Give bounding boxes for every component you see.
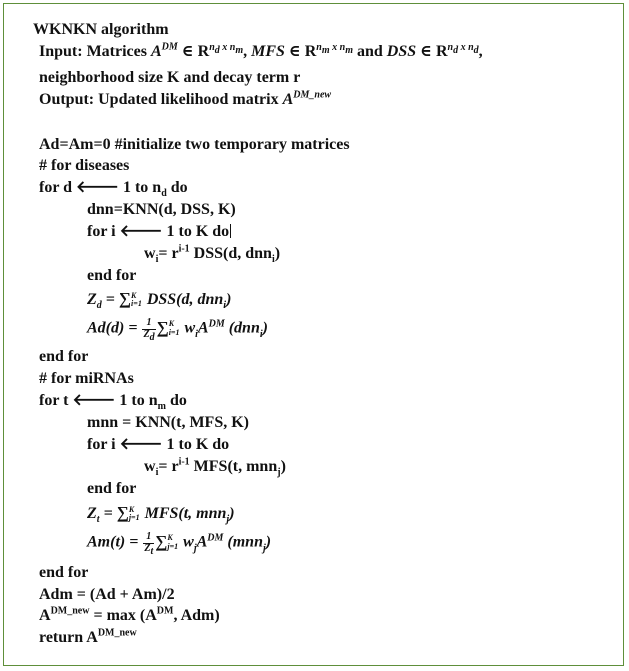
end-for-3: end for: [87, 480, 137, 497]
for-i-line-2: for i 🡐 1 to K do: [87, 436, 230, 453]
input-line-2: neighborhood size K and decay term r: [39, 69, 301, 86]
left-arrow-icon: 🡐: [119, 436, 163, 453]
algorithm-title: WKNKN algorithm: [33, 21, 169, 38]
zt-formula: $Z_t$ = ∑ K j=1 MFS(t, mnn$_j$): [87, 503, 235, 526]
for-i-line-1: for i 🡐 1 to K do: [87, 223, 230, 240]
mnn-line: mnn = KNN(t, MFS, K): [87, 414, 249, 431]
comment-mirnas: # for miRNAs: [39, 370, 134, 387]
end-for-1: end for: [87, 267, 137, 284]
text-cursor: [230, 224, 231, 238]
adm-line: Adm = (Ad + Am)/2: [39, 586, 175, 603]
for-t-line: for t 🡐 1 to $n_m$ do: [39, 392, 187, 413]
return-line: return $A^{DM\_new}$: [39, 627, 137, 646]
left-arrow-icon: 🡐: [72, 392, 116, 409]
comment-diseases: # for diseases: [39, 157, 130, 174]
for-d-line: for d 🡐 1 to $n_d$ do: [39, 179, 188, 200]
left-arrow-icon: 🡐: [119, 223, 163, 240]
input-line: Input: Matrices $A^{DM}$ ∈ $R^{n_d x n_m}$, MFS ∈ $R^{n_m x n_m}$ and DSS ∈ $R^{n_d x n_d}$,: [39, 41, 483, 60]
end-for-4: end for: [39, 564, 89, 581]
wi-line-2: $w_i= r^{i-1}$ MFS(t, mnn$_j$): [144, 456, 286, 479]
zd-formula: $Z_d$ = ∑ K i=1 DSS(d, dnn$_i$): [87, 289, 232, 312]
ad-formula: Ad(d) = $\frac{1}{Z_d}$ ∑ K i=1 $w_iA^{DM}$ (dnn$_i$): [87, 317, 268, 343]
dnn-line: dnn=KNN(d, DSS, K): [87, 201, 236, 218]
left-arrow-icon: 🡐: [76, 179, 119, 196]
am-formula: Am(t) = $\frac{1}{Z_t}$ ∑ K j=1 $w_jA^{DM}$ (mnn$_j$): [87, 531, 272, 557]
wi-line-1: $w_i= r^{i-1}$ DSS(d, dnn$_i$): [144, 243, 281, 266]
end-for-2: end for: [39, 348, 89, 365]
update-line: $A^{DM\_new} = \max (A^{DM}$, Adm): [39, 605, 220, 624]
init-line: Ad=Am=0 #initialize two temporary matrices: [39, 136, 350, 153]
output-line: Output: Updated likelihood matrix $A^{DM\_new}$: [39, 89, 332, 108]
